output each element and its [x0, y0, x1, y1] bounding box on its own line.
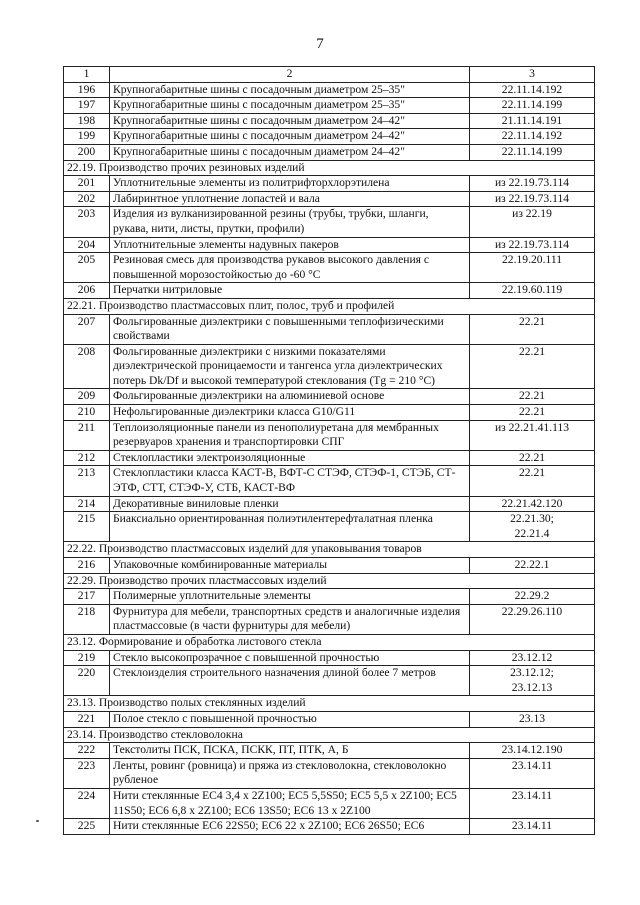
row-number: 204 [64, 237, 110, 253]
row-name: Стекло высокопрозрачное с повышенной прочностью [110, 650, 470, 666]
section-title: 22.19. Производство прочих резиновых изделий [64, 160, 595, 176]
row-number: 201 [64, 176, 110, 192]
row-number: 200 [64, 144, 110, 160]
row-code: из 22.19.73.114 [470, 176, 595, 192]
row-name: Фольгированные диэлектрики с повышенными теплофизическими свойствами [110, 314, 470, 344]
row-name: Упаковочные комбинированные материалы [110, 558, 470, 574]
section-row [64, 160, 595, 176]
products-table-body [64, 67, 595, 835]
row-number: 216 [64, 558, 110, 574]
row-name: Нити стеклянные ЕС4 3,4 х 2Z100; ЕС5 5,5S50; ЕС5 5,5 х 2Z100; ЕС5 11S50; ЕС6 6,8 х 2Z100; ЕС6 13S50; ЕС6 13 х 2Z100 [110, 788, 470, 818]
row-name: Крупногабаритные шины с посадочным диаметром 25–35" [110, 82, 470, 98]
section-title: 23.13. Производство полых стеклянных изделий [64, 696, 595, 712]
row-name: Крупногабаритные шины с посадочным диаметром 24–42" [110, 144, 470, 160]
section-row [64, 727, 595, 743]
table-row [64, 558, 595, 574]
page-number: 7 [316, 36, 324, 52]
row-number: 206 [64, 283, 110, 299]
row-code: 22.21 [470, 314, 595, 344]
row-number: 215 [64, 512, 110, 542]
table-row [64, 344, 595, 389]
row-code: 23.14.12.190 [470, 743, 595, 759]
row-code: 22.19.20.111 [470, 253, 595, 283]
row-number: 214 [64, 496, 110, 512]
row-number: 220 [64, 666, 110, 696]
section-title: 22.21. Производство пластмассовых плит, полос, труб и профилей [64, 298, 595, 314]
row-number: 198 [64, 113, 110, 129]
row-code: из 22.19.73.114 [470, 237, 595, 253]
table-row [64, 819, 595, 835]
table-row [64, 466, 595, 496]
table-row [64, 314, 595, 344]
header-col-1: 1 [64, 67, 110, 83]
table-row [64, 283, 595, 299]
row-code: 23.13 [470, 711, 595, 727]
row-number: 221 [64, 711, 110, 727]
header-col-2: 2 [110, 67, 470, 83]
row-number: 205 [64, 253, 110, 283]
header-col-3: 3 [470, 67, 595, 83]
row-number: 225 [64, 819, 110, 835]
row-number: 224 [64, 788, 110, 818]
row-code: 22.11.14.199 [470, 98, 595, 114]
table-row [64, 666, 595, 696]
row-name: Теплоизоляционные панели из пенополиуретана для мембранных резервуаров хранения и транспортировки СПГ [110, 420, 470, 450]
table-row [64, 711, 595, 727]
section-row [64, 573, 595, 589]
row-number: 223 [64, 758, 110, 788]
row-number: 199 [64, 129, 110, 145]
row-code: 22.21 [470, 450, 595, 466]
row-number: 210 [64, 405, 110, 421]
table-row [64, 389, 595, 405]
row-name: Ленты, ровинг (ровница) и пряжа из стекловолокна, стекловолокно рубленое [110, 758, 470, 788]
table-row [64, 98, 595, 114]
table-header-row [64, 67, 595, 83]
row-number: 218 [64, 604, 110, 634]
row-number: 202 [64, 191, 110, 207]
table-row [64, 144, 595, 160]
row-number: 217 [64, 589, 110, 605]
row-name: Уплотнительные элементы надувных пакеров [110, 237, 470, 253]
row-number: 212 [64, 450, 110, 466]
section-title: 23.12. Формирование и обработка листового стекла [64, 634, 595, 650]
row-code: 23.12.12 [470, 650, 595, 666]
row-number: 219 [64, 650, 110, 666]
row-code: 22.21 [470, 344, 595, 389]
row-code: 22.29.2 [470, 589, 595, 605]
row-number: 213 [64, 466, 110, 496]
row-name: Стеклопластики класса КАСТ-В, ВФТ-С СТЭФ, СТЭФ-1, СТЭБ, СТ-ЭТФ, СТТ, СТЭФ-У, СТБ, КАСТ-ВФ [110, 466, 470, 496]
row-name: Текстолиты ПСК, ПСКА, ПСКК, ПТ, ПТК, А, Б [110, 743, 470, 759]
row-code: 23.14.11 [470, 758, 595, 788]
row-name: Фурнитура для мебели, транспортных средств и аналогичные изделия пластмассовые (в части фурнитуры для мебели) [110, 604, 470, 634]
row-code: 22.21 [470, 405, 595, 421]
row-number: 196 [64, 82, 110, 98]
row-name: Полое стекло с повышенной прочностью [110, 711, 470, 727]
table-row [64, 743, 595, 759]
table-row [64, 191, 595, 207]
row-code: 22.21 [470, 466, 595, 496]
row-number: 207 [64, 314, 110, 344]
row-name: Декоративные виниловые пленки [110, 496, 470, 512]
table-row [64, 237, 595, 253]
row-code: 22.11.14.199 [470, 144, 595, 160]
row-code: 23.14.11 [470, 788, 595, 818]
table-row [64, 253, 595, 283]
section-row [64, 634, 595, 650]
section-title: 22.22. Производство пластмассовых изделий для упаковывания товаров [64, 542, 595, 558]
row-name: Крупногабаритные шины с посадочным диаметром 25–35" [110, 98, 470, 114]
section-title: 23.14. Производство стекловолокна [64, 727, 595, 743]
row-code: 22.22.1 [470, 558, 595, 574]
row-name: Крупногабаритные шины с посадочным диаметром 24–42" [110, 129, 470, 145]
row-code: из 22.19 [470, 207, 595, 237]
table-row [64, 604, 595, 634]
row-name: Перчатки нитриловые [110, 283, 470, 299]
row-number: 209 [64, 389, 110, 405]
row-code: 23.14.11 [470, 819, 595, 835]
table-row [64, 758, 595, 788]
row-code: 22.21.42.120 [470, 496, 595, 512]
row-code: 22.11.14.192 [470, 82, 595, 98]
row-number: 208 [64, 344, 110, 389]
table-row [64, 207, 595, 237]
section-row [64, 696, 595, 712]
row-name: Крупногабаритные шины с посадочным диаметром 24–42" [110, 113, 470, 129]
row-code: 22.21 [470, 389, 595, 405]
table-row [64, 450, 595, 466]
table-row [64, 788, 595, 818]
table-row [64, 512, 595, 542]
table-row [64, 589, 595, 605]
row-name: Нефольгированные диэлектрики класса G10/G11 [110, 405, 470, 421]
row-name: Полимерные уплотнительные элементы [110, 589, 470, 605]
table-row [64, 496, 595, 512]
row-name: Стеклопластики электроизоляционные [110, 450, 470, 466]
products-table [63, 66, 595, 835]
row-number: 203 [64, 207, 110, 237]
row-name: Фольгированные диэлектрики с низкими показателями диэлектрической проницаемости и тангенса угла диэлектрических потерь Dk/Df и высокой температурой стеклования (Tg = 210 °С) [110, 344, 470, 389]
table-row [64, 129, 595, 145]
table-row [64, 650, 595, 666]
row-code: 22.19.60.119 [470, 283, 595, 299]
table-row [64, 420, 595, 450]
row-code: из 22.19.73.114 [470, 191, 595, 207]
table-row [64, 176, 595, 192]
row-code: 22.11.14.192 [470, 129, 595, 145]
row-name: Стеклоизделия строительного назначения длиной более 7 метров [110, 666, 470, 696]
row-number: 211 [64, 420, 110, 450]
row-name: Изделия из вулканизированной резины (трубы, трубки, шланги, рукава, нити, листы, прутки, профили) [110, 207, 470, 237]
row-name: Уплотнительные элементы из политрифторхлорэтилена [110, 176, 470, 192]
row-name: Фольгированные диэлектрики на алюминиевой основе [110, 389, 470, 405]
table-row [64, 82, 595, 98]
section-row [64, 542, 595, 558]
row-name: Резиновая смесь для производства рукавов высокого давления с повышенной морозостойкостью до -60 °С [110, 253, 470, 283]
section-title: 22.29. Производство прочих пластмассовых изделий [64, 573, 595, 589]
margin-mark [36, 820, 39, 822]
row-code: 23.12.12; 23.12.13 [470, 666, 595, 696]
row-code: 21.11.14.191 [470, 113, 595, 129]
row-name: Лабиринтное уплотнение лопастей и вала [110, 191, 470, 207]
row-code: 22.21.30; 22.21.4 [470, 512, 595, 542]
table-row [64, 113, 595, 129]
row-code: 22.29.26.110 [470, 604, 595, 634]
row-name: Биаксиально ориентированная полиэтилентерефталатная пленка [110, 512, 470, 542]
section-row [64, 298, 595, 314]
table-row [64, 405, 595, 421]
row-number: 222 [64, 743, 110, 759]
row-code: из 22.21.41.113 [470, 420, 595, 450]
row-number: 197 [64, 98, 110, 114]
row-name: Нити стеклянные ЕС6 22S50; ЕС6 22 х 2Z100; ЕС6 26S50; ЕС6 [110, 819, 470, 835]
